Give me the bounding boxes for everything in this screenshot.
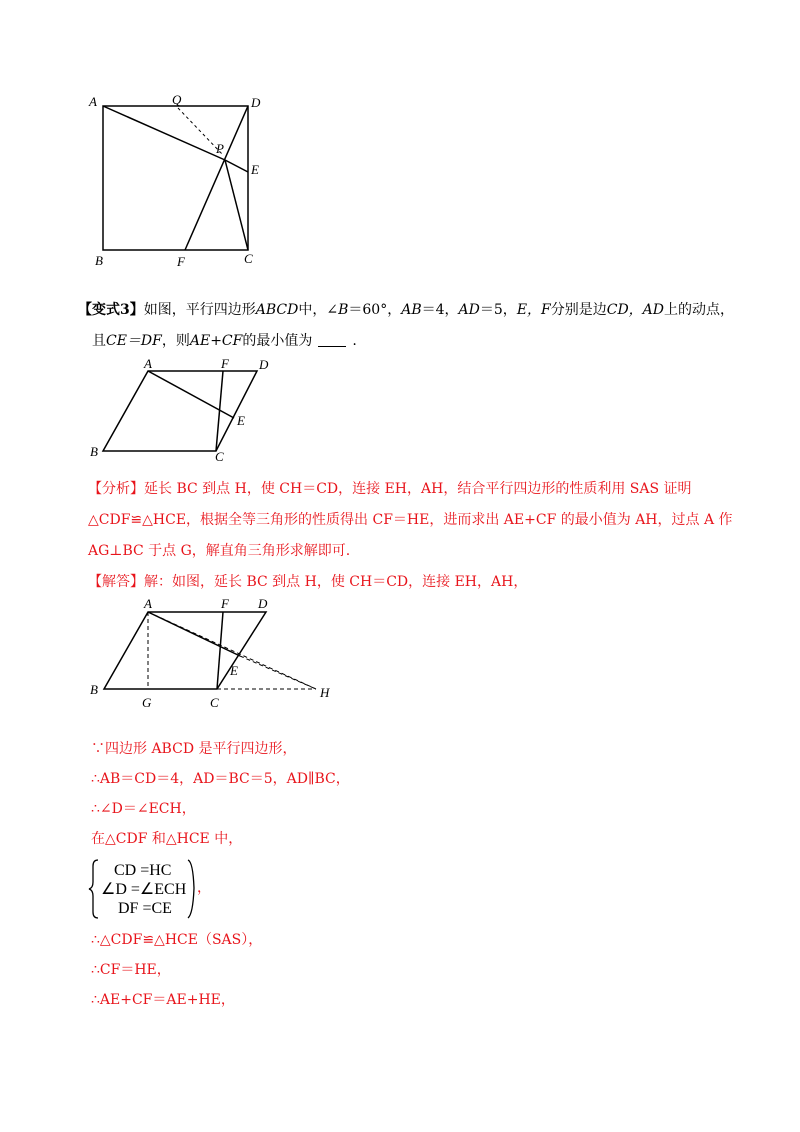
step-1: ∵四边形 ABCD 是平行四边形， [91,741,297,757]
problem-tag: 【变式3】 [78,302,144,318]
label-C: C [244,251,253,266]
label-E: E [251,162,259,177]
text: . [352,333,357,349]
text: ＝60°， [348,302,402,318]
text: B [338,302,349,318]
label-C: C [210,695,219,710]
text: 解：如图，延长 BC 到点 H，使 CH＝CD，连接 EH，AH， [144,574,528,590]
text: ABCD [255,302,299,318]
label-F: F [177,254,185,269]
label-G: G [142,695,152,710]
label-H: H [320,685,330,700]
step-3: ∴∠D＝∠ECH， [91,801,196,817]
system-eq-2: ∠D =∠ECH [101,881,187,898]
system-eq-1: CD =HC [114,862,172,879]
text: ＝5， [479,302,517,318]
label-A: A [144,356,152,371]
system-comma: ， [197,880,211,896]
analysis-tag: 【分析】 [88,481,144,497]
label-Q: Q [172,92,182,107]
system-eq-3: DF =CE [118,900,172,917]
text: 如图，平行四边形 [143,302,256,318]
label-E: E [237,413,245,428]
label-E: E [230,663,238,678]
analysis-line-3: AG⊥BC 于点 G，解直角三角形求解即可. [88,543,351,559]
text: 的最小值为 [242,333,313,349]
text: 中，∠ [298,302,339,318]
text: AE+CF [189,333,243,349]
label-C: C [215,449,224,464]
label-A: A [89,94,97,109]
label-B: B [90,444,98,459]
text: 分别是边 [550,302,607,318]
step-5: ∴△CDF≌△HCE（SAS）， [91,932,263,948]
label-F: F [221,356,229,371]
label-D: D [258,596,268,611]
text: 且 [92,333,106,349]
label-B: B [95,253,103,268]
text: 延长 BC 到点 H，使 CH＝CD，连接 EH，AH，结合平行四边形的性质利用 SAS 证明 [144,481,692,497]
step-7: ∴AE+CF＝AE+HE， [91,992,235,1008]
step-2: ∴AB＝CD＝4，AD＝BC＝5，AD∥BC， [91,771,350,787]
solution-tag: 【解答】 [88,574,144,590]
label-D: D [259,357,269,372]
step-6: ∴CF＝HE， [91,962,171,978]
text: 上的动点， [664,302,735,318]
label-D: D [251,95,261,110]
text: CD，AD [606,302,665,318]
text: AD [458,302,480,318]
text: AB [401,302,422,318]
label-F: F [221,596,229,611]
text: ＝4， [421,302,459,318]
text: ，则 [161,333,190,349]
label-P: P [216,141,224,156]
text: CE＝DF [106,333,162,349]
analysis-line-2: △CDF≌△HCE，根据全等三角形的性质得出 CF＝HE，进而求出 AE+CF 的最小值为 AH，过点 A 作 [88,512,733,528]
label-B: B [90,682,98,697]
label-A: A [144,596,152,611]
step-4: 在△CDF 和△HCE 中， [91,831,243,847]
text: E，F [516,302,551,318]
